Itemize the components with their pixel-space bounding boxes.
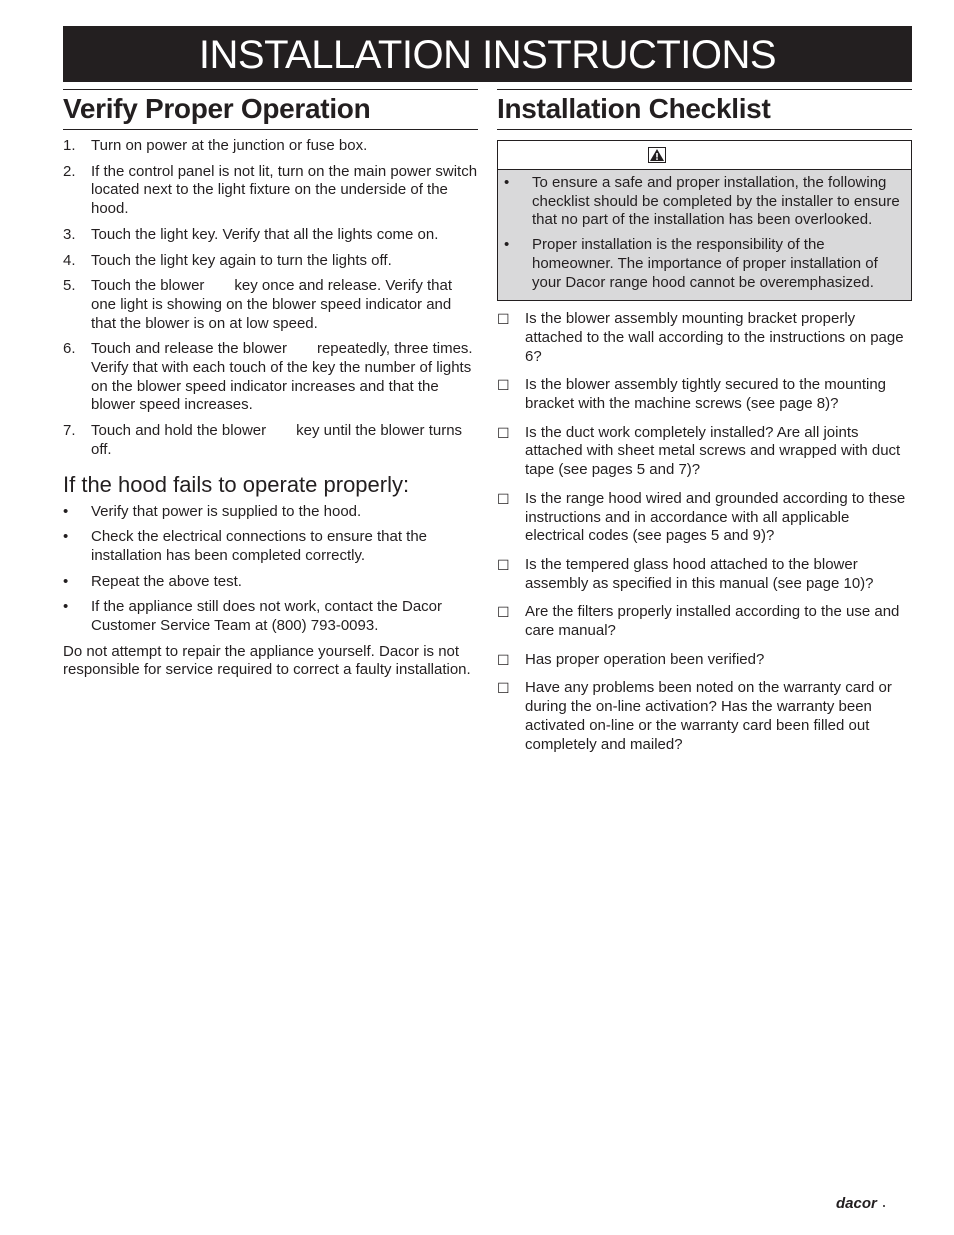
fails-item-text: Repeat the above test.: [91, 572, 242, 590]
checklist-item: [497, 651, 912, 670]
checklist-item-text: Is the blower assembly mounting bracket properly attached to the wall according to the instructions on page 6?: [525, 310, 904, 365]
checkbox-icon: ☐: [497, 651, 510, 668]
fails-list-item: [63, 573, 478, 592]
bullet: •: [63, 572, 69, 590]
fails-item-text: Verify that power is supplied to the hood.: [91, 502, 362, 520]
repair-note: Do not attempt to repair the appliance yourself. Dacor is not responsible for service required to correct a faulty installation.: [63, 642, 471, 679]
step-number: 2.: [63, 162, 76, 180]
checklist-item-text: Are the filters properly installed according to the use and care manual?: [525, 603, 900, 640]
checklist-item-text: Have any problems been noted on the warranty card or during the on-line activation? Has the warranty been activated on-line or the warranty card been filled out completely and mailed?: [525, 679, 892, 753]
checklist-items: [497, 310, 912, 754]
step-text-before-icon: Touch and hold the blower: [91, 422, 267, 440]
fails-subheading: If the hood fails to operate properly:: [63, 471, 410, 497]
verify-step: [63, 277, 478, 333]
bullet: •: [63, 598, 69, 616]
step-text: [91, 422, 478, 459]
step-number: 3.: [63, 225, 76, 243]
checkbox-icon: ☐: [497, 604, 510, 621]
checklist-item-text: Is the tempered glass hood attached to the blower assembly as specified in this manual (see page 10)?: [525, 555, 874, 592]
step-number: 5.: [63, 277, 76, 295]
step-text-after-icon: key until the blower turns off.: [91, 422, 463, 458]
step-text-after-icon: key once and release. Verify that one light is showing on the blower speed indicator and that the blower is on at low speed.: [91, 277, 453, 332]
warning-text: To ensure a safe and proper installation, the following checklist should be completed by the installer to ensure that no part of the installation has been overlooked.: [532, 174, 900, 229]
verify-step: [63, 137, 478, 156]
verify-steps-list: [63, 137, 478, 460]
step-text: Touch the light key again to turn the lights off.: [91, 251, 392, 269]
checkbox-icon: ☐: [497, 556, 510, 573]
step-text-before-icon: Touch the blower: [91, 277, 205, 295]
verify-step: [63, 340, 478, 415]
checkbox-icon: ☐: [497, 490, 510, 507]
fails-list-item: [63, 503, 478, 522]
step-text-before-icon: Touch and release the blower: [91, 340, 287, 358]
dacor-logo: [835, 1193, 887, 1215]
warning-triangle-icon: [648, 147, 666, 163]
fails-item-text: If the appliance still does not work, contact the Dacor Customer Service Team at (800) 793-0093.: [91, 598, 443, 635]
checklist-item-text: Is the blower assembly tightly secured to the mounting bracket with the machine screws (see page 8)?: [525, 376, 887, 413]
checklist-item-text: Is the range hood wired and grounded according to these instructions and in accordance with all applicable electrical codes (see pages 5 and 9)?: [525, 489, 906, 545]
warning-item: [504, 236, 905, 292]
step-text: Turn on power at the junction or fuse box.: [91, 137, 368, 154]
step-text: [91, 340, 478, 415]
checklist-item: [497, 490, 912, 546]
checkbox-icon: ☐: [497, 680, 510, 697]
checklist-item-text: Has proper operation been verified?: [525, 650, 765, 668]
verify-step: [63, 226, 478, 245]
dacor-logo-wordmark: dacor: [836, 1195, 877, 1212]
checklist-item: [497, 603, 912, 640]
warning-text: Proper installation is the responsibility of the homeowner. The importance of proper installation of your Dacor range hood cannot be overemphasized.: [532, 236, 878, 291]
fails-list: [63, 503, 478, 636]
installation-checklist-section: [497, 89, 912, 764]
bullet: •: [63, 502, 69, 520]
step-number: 7.: [63, 422, 76, 440]
step-text: [91, 277, 478, 333]
fails-item-text: Check the electrical connections to ensure that the installation has been completed correctly.: [91, 528, 428, 564]
step-number: 4.: [63, 251, 76, 269]
checklist-item: [497, 424, 912, 480]
checklist-heading: Installation Checklist: [497, 89, 912, 130]
fails-list-item: [63, 528, 478, 565]
checkbox-icon: ☐: [497, 424, 510, 441]
warning-item: [504, 174, 905, 230]
checklist-item: [497, 310, 912, 366]
page-banner-title: INSTALLATION INSTRUCTIONS: [63, 26, 912, 82]
checklist-item: [497, 556, 912, 593]
fails-list-item: [63, 598, 478, 635]
verify-operation-section: [63, 89, 478, 680]
bullet: •: [504, 236, 510, 254]
step-text: Touch the light key. Verify that all the lights come on.: [91, 225, 439, 243]
warning-box-body: [498, 170, 911, 300]
warning-box: [497, 140, 912, 301]
step-text: If the control panel is not lit, turn on the main power switch located next to the light fixture on the underside of the hood.: [91, 162, 478, 218]
checklist-item: [497, 376, 912, 413]
verify-step: [63, 163, 478, 219]
verify-step: [63, 252, 478, 271]
verify-step: [63, 422, 478, 459]
step-number: 6.: [63, 340, 76, 358]
checklist-item-text: Is the duct work completely installed? Are all joints attached with sheet metal screws and wrapped with duct tape (see pages 5 and 7)?: [525, 423, 901, 479]
checklist-item: [497, 679, 912, 754]
checkbox-icon: ☐: [497, 377, 510, 394]
verify-operation-heading: Verify Proper Operation: [63, 89, 478, 130]
step-number: 1.: [63, 137, 76, 154]
checkbox-icon: ☐: [497, 311, 510, 328]
step-text-after-icon: repeatedly, three times. Verify that with each touch of the key the number of lights on the blower speed indicator increases and that the blower speed increases.: [91, 340, 473, 414]
warning-box-header: [498, 141, 911, 170]
bullet: •: [504, 174, 510, 191]
bullet: •: [63, 528, 69, 546]
